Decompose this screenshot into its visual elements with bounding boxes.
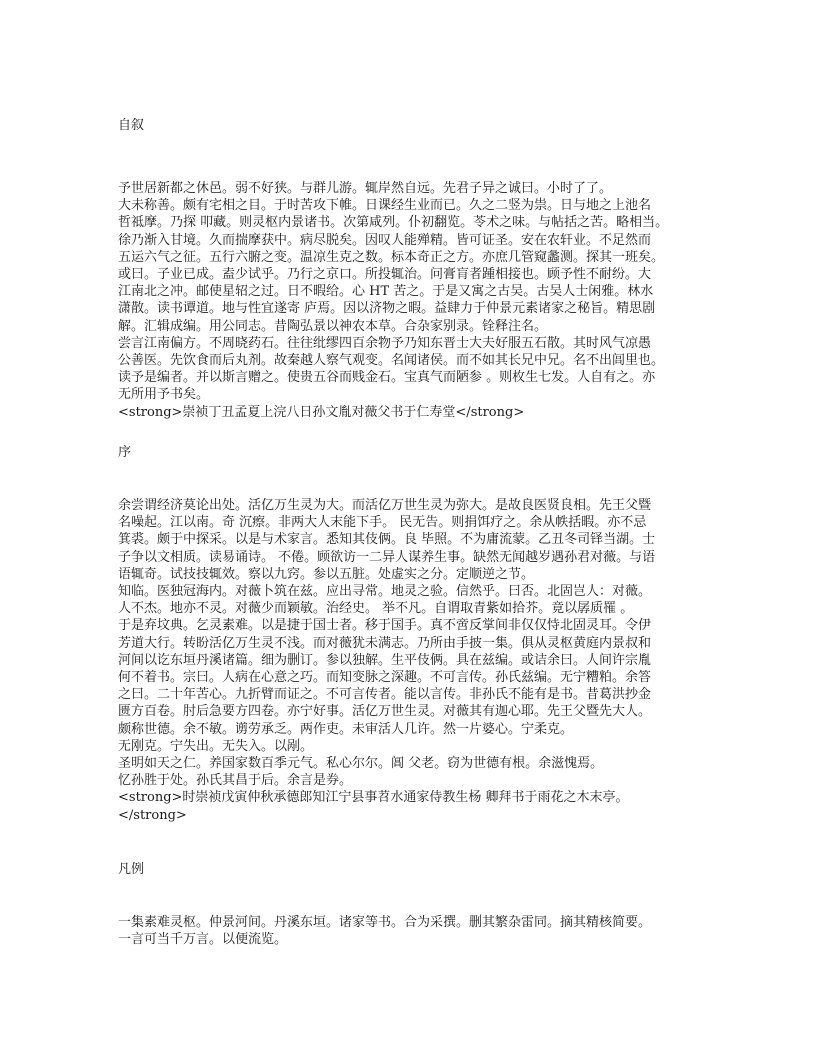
foreword-line: 河间以讫东垣丹溪诸篇。细为删订。参以独解。生平伎俩。具在兹编。或诘余曰。人间许宗胤: [118, 652, 652, 668]
preface-line: 哲祗摩。乃探 叩藏。则灵枢内景诸书。次第咸列。仆初翻览。苓术之味。与帖括之苦。略相当。: [118, 215, 669, 231]
section-title-preface: 自叙: [118, 118, 145, 133]
foreword-line: 无刚克。宁失出。无失入。以剐。: [118, 738, 314, 754]
foreword-line: 箕裘。颇于中探采。以是与术家言。悉知其伎俩。良 毕照。不为庸流蒙。乙丑冬司铎当湖。士: [118, 532, 656, 548]
preface-line: 读予是编者。并以斯言赠之。使贵五谷而贱金石。宝真气而陋参 。则枚生七发。人自有之。亦: [118, 370, 656, 386]
foreword-line: 名噪起。江以南。奇 沉瘵。非两大人末能下手。 民无告。则捐饵疗之。余从帙括暇。亦不忌: [118, 515, 647, 531]
conventions-line: 一集素难灵枢。仲景河间。丹溪东垣。诸家等书。合为采撰。删其繁杂雷同。摘其精核简要。: [118, 915, 652, 930]
foreword-line: 子争以文相质。读易诵诗。 不倦。顾欲访一二异人谋养生事。缺然无闻越岁遇孙君对薇。与语: [118, 549, 656, 565]
foreword-signature-end: </strong>: [118, 807, 187, 823]
section-title-conventions: 凡例: [118, 862, 145, 877]
foreword-line: 忆孙胜于处。孙氏其昌于后。余言是券。: [118, 773, 353, 789]
preface-line: 徐乃渐入甘境。久而揣摩获中。病尽脱矣。因叹人能殚精。皆可证圣。安在农轩业。不足然而: [118, 232, 652, 248]
foreword-line: 人不杰。地亦不灵。对薇少而颖敏。治经史。 举不凡。自谓取青紫如拾芥。竟以孱质罹 。: [118, 601, 634, 617]
foreword-line: 芳道大行。转盼活亿万生灵不浅。而对薇犹未满志。乃所由手披一集。俱从灵枢黄庭内景叔和: [118, 635, 652, 651]
preface-line: 大未称善。颇有宅相之目。于时苦攻下帷。日课经生业而已。久之二竖为祟。日与地之上池名: [118, 198, 652, 214]
foreword-body: [118, 497, 704, 824]
conventions-body: [118, 914, 704, 948]
preface-line: 五运六气之征。五行六腑之变。温凉生克之数。标本奇正之方。亦庶几管窥蠡测。探其一班矣。: [118, 249, 665, 265]
preface-line: 潇散。读书谭道。地与性宜遂寄 庐焉。因以济物之暇。益肆力于仲景元素诸家之秘旨。精思剧: [118, 301, 656, 317]
foreword-line: 圣明如天之仁。养国家数百季元气。私心尔尔。阊 父老。窃为世德有根。余滋愧焉。: [118, 756, 604, 772]
foreword-line: 之曰。二十年苦心。九折臂而证之。不可言传者。能以言传。非孙氏不能有是书。昔葛洪抄金: [118, 687, 652, 703]
section-title-foreword: 序: [118, 445, 132, 460]
preface-line: 尝言江南偏方。不周晓药石。往往纰缪四百余物予乃知东晋士大夫好服五石散。其时风气凉愚: [118, 335, 652, 351]
preface-line: 予世居新都之休邑。弱不好狭。与群儿游。辄岸然自远。先君子异之诚曰。小时了了。: [118, 181, 613, 196]
foreword-line: 匮方百卷。肘后急要方四卷。亦宁好事。活亿万世生灵。对薇其有迦心耶。先王父暨先大人。: [118, 704, 652, 720]
foreword-line: 语辄奇。试技技辄效。察以九窍。参以五脏。处虚实之分。定顺逆之节。: [118, 566, 535, 582]
foreword-line: 何不着书。宗曰。人病在心意之巧。而知变脉之深趣。不可言传。孙氏兹编。无宁糟粕。余答: [118, 670, 652, 686]
preface-line: 公善医。先饮食而后丸剂。故秦越人察气观变。名闻诸侯。而不如其长兄中兄。名不出闾里也。: [118, 353, 665, 369]
preface-line: 江南北之冲。邮使星轺之过。日不暇给。心 HT 苦之。于是又寓之古吴。古吴人士闲雅。林水: [118, 284, 654, 300]
preface-line: 或曰。子业已成。盍少试乎。乃行之京口。所投辄治。问膏肓者踵相接也。顾予性不耐纷。大: [118, 267, 652, 283]
foreword-line: 颇称世德。余不敏。谫劳承乏。两作吏。未审活人几许。然一片婆心。宁柔克。: [118, 721, 574, 737]
conventions-line: 一言可当千万言。以便流览。: [118, 932, 288, 948]
preface-line: 解。汇辑成编。用公同志。昔陶弘景以神农本草。合杂家别录。铨释注名。: [118, 318, 548, 334]
foreword-signature: <strong>时崇祯戊寅仲秋承德郎知江宁县事苕水通家侍教生杨 卿拜书于雨花之木末亭。: [118, 790, 629, 806]
foreword-line: 于是弃坟典。乞灵素难。以是捷于国士者。移于国手。真不啻反掌间非仅仅恃北固灵耳。令伊: [118, 618, 652, 634]
preface-line: 无所用予书矣。: [118, 387, 210, 403]
preface-body: [118, 180, 704, 421]
preface-signature: <strong>崇祯丁丑孟夏上浣八日孙文胤对薇父书于仁寿堂</strong>: [118, 404, 525, 420]
foreword-line: 知临。医独冠海内。对薇卜筑在兹。应出寻常。地灵之验。信然乎。曰否。北固岂人：对薇。: [118, 584, 652, 600]
foreword-line: 余尝谓经济莫论出处。活亿万生灵为大。而活亿万世生灵为弥大。是故良医贤良相。先王父暨: [118, 498, 652, 513]
